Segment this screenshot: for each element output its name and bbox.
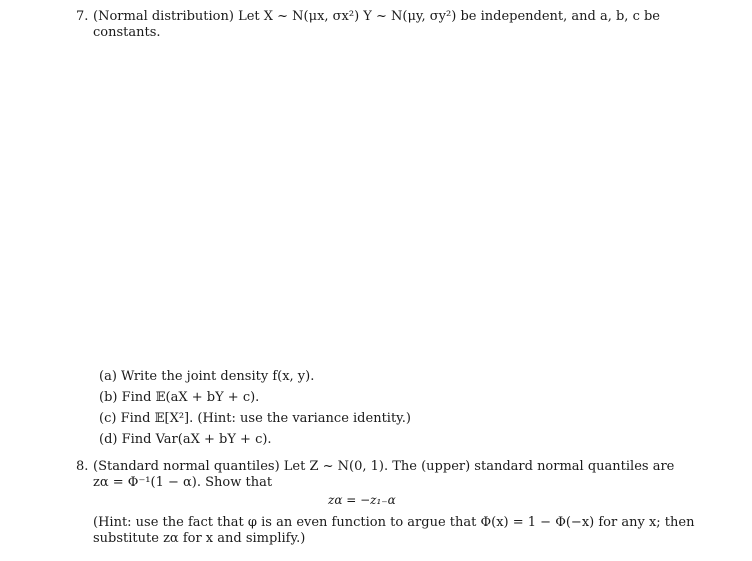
- part-text: Find 𝔼[X²]. (Hint: use the variance identity.): [120, 411, 412, 426]
- problem-8-statement-line-2: zα = Φ⁻¹(1 − α). Show that: [93, 475, 273, 490]
- problem-7-part-c: [99, 411, 411, 427]
- part-label: (c): [99, 411, 117, 426]
- part-label: (b): [99, 390, 118, 405]
- problem-7-part-d: [99, 432, 272, 448]
- problem-8-hint-line-2: substitute zα for x and simplify.): [93, 531, 306, 546]
- part-label: (a): [99, 369, 117, 384]
- part-text: Find Var(aX + bY + c).: [121, 432, 272, 447]
- part-text: Find 𝔼(aX + bY + c).: [121, 390, 260, 405]
- problem-7-number: 7.: [76, 9, 89, 24]
- problem-8-hint-line-1: (Hint: use the fact that φ is an even function to argue that Φ(x) = 1 − Φ(−x) for any x; then: [93, 515, 695, 530]
- problem-7-statement-line-1: (Normal distribution) Let X ~ N(μx, σx²) Y ~ N(μy, σy²) be independent, and a, b, c be: [93, 9, 661, 24]
- problem-7-part-b: [99, 390, 259, 406]
- problem-8-display-equation: zα = −z₁₋α: [328, 493, 396, 507]
- part-text: Write the joint density f(x, y).: [121, 369, 315, 384]
- problem-8-number: 8.: [76, 459, 89, 474]
- problem-8-statement-line-1: (Standard normal quantiles) Let Z ~ N(0, 1). The (upper) standard normal quantiles are: [93, 459, 675, 474]
- part-label: (d): [99, 432, 118, 447]
- problem-7-part-a: [99, 369, 314, 385]
- problem-7-statement-line-2: constants.: [93, 25, 161, 40]
